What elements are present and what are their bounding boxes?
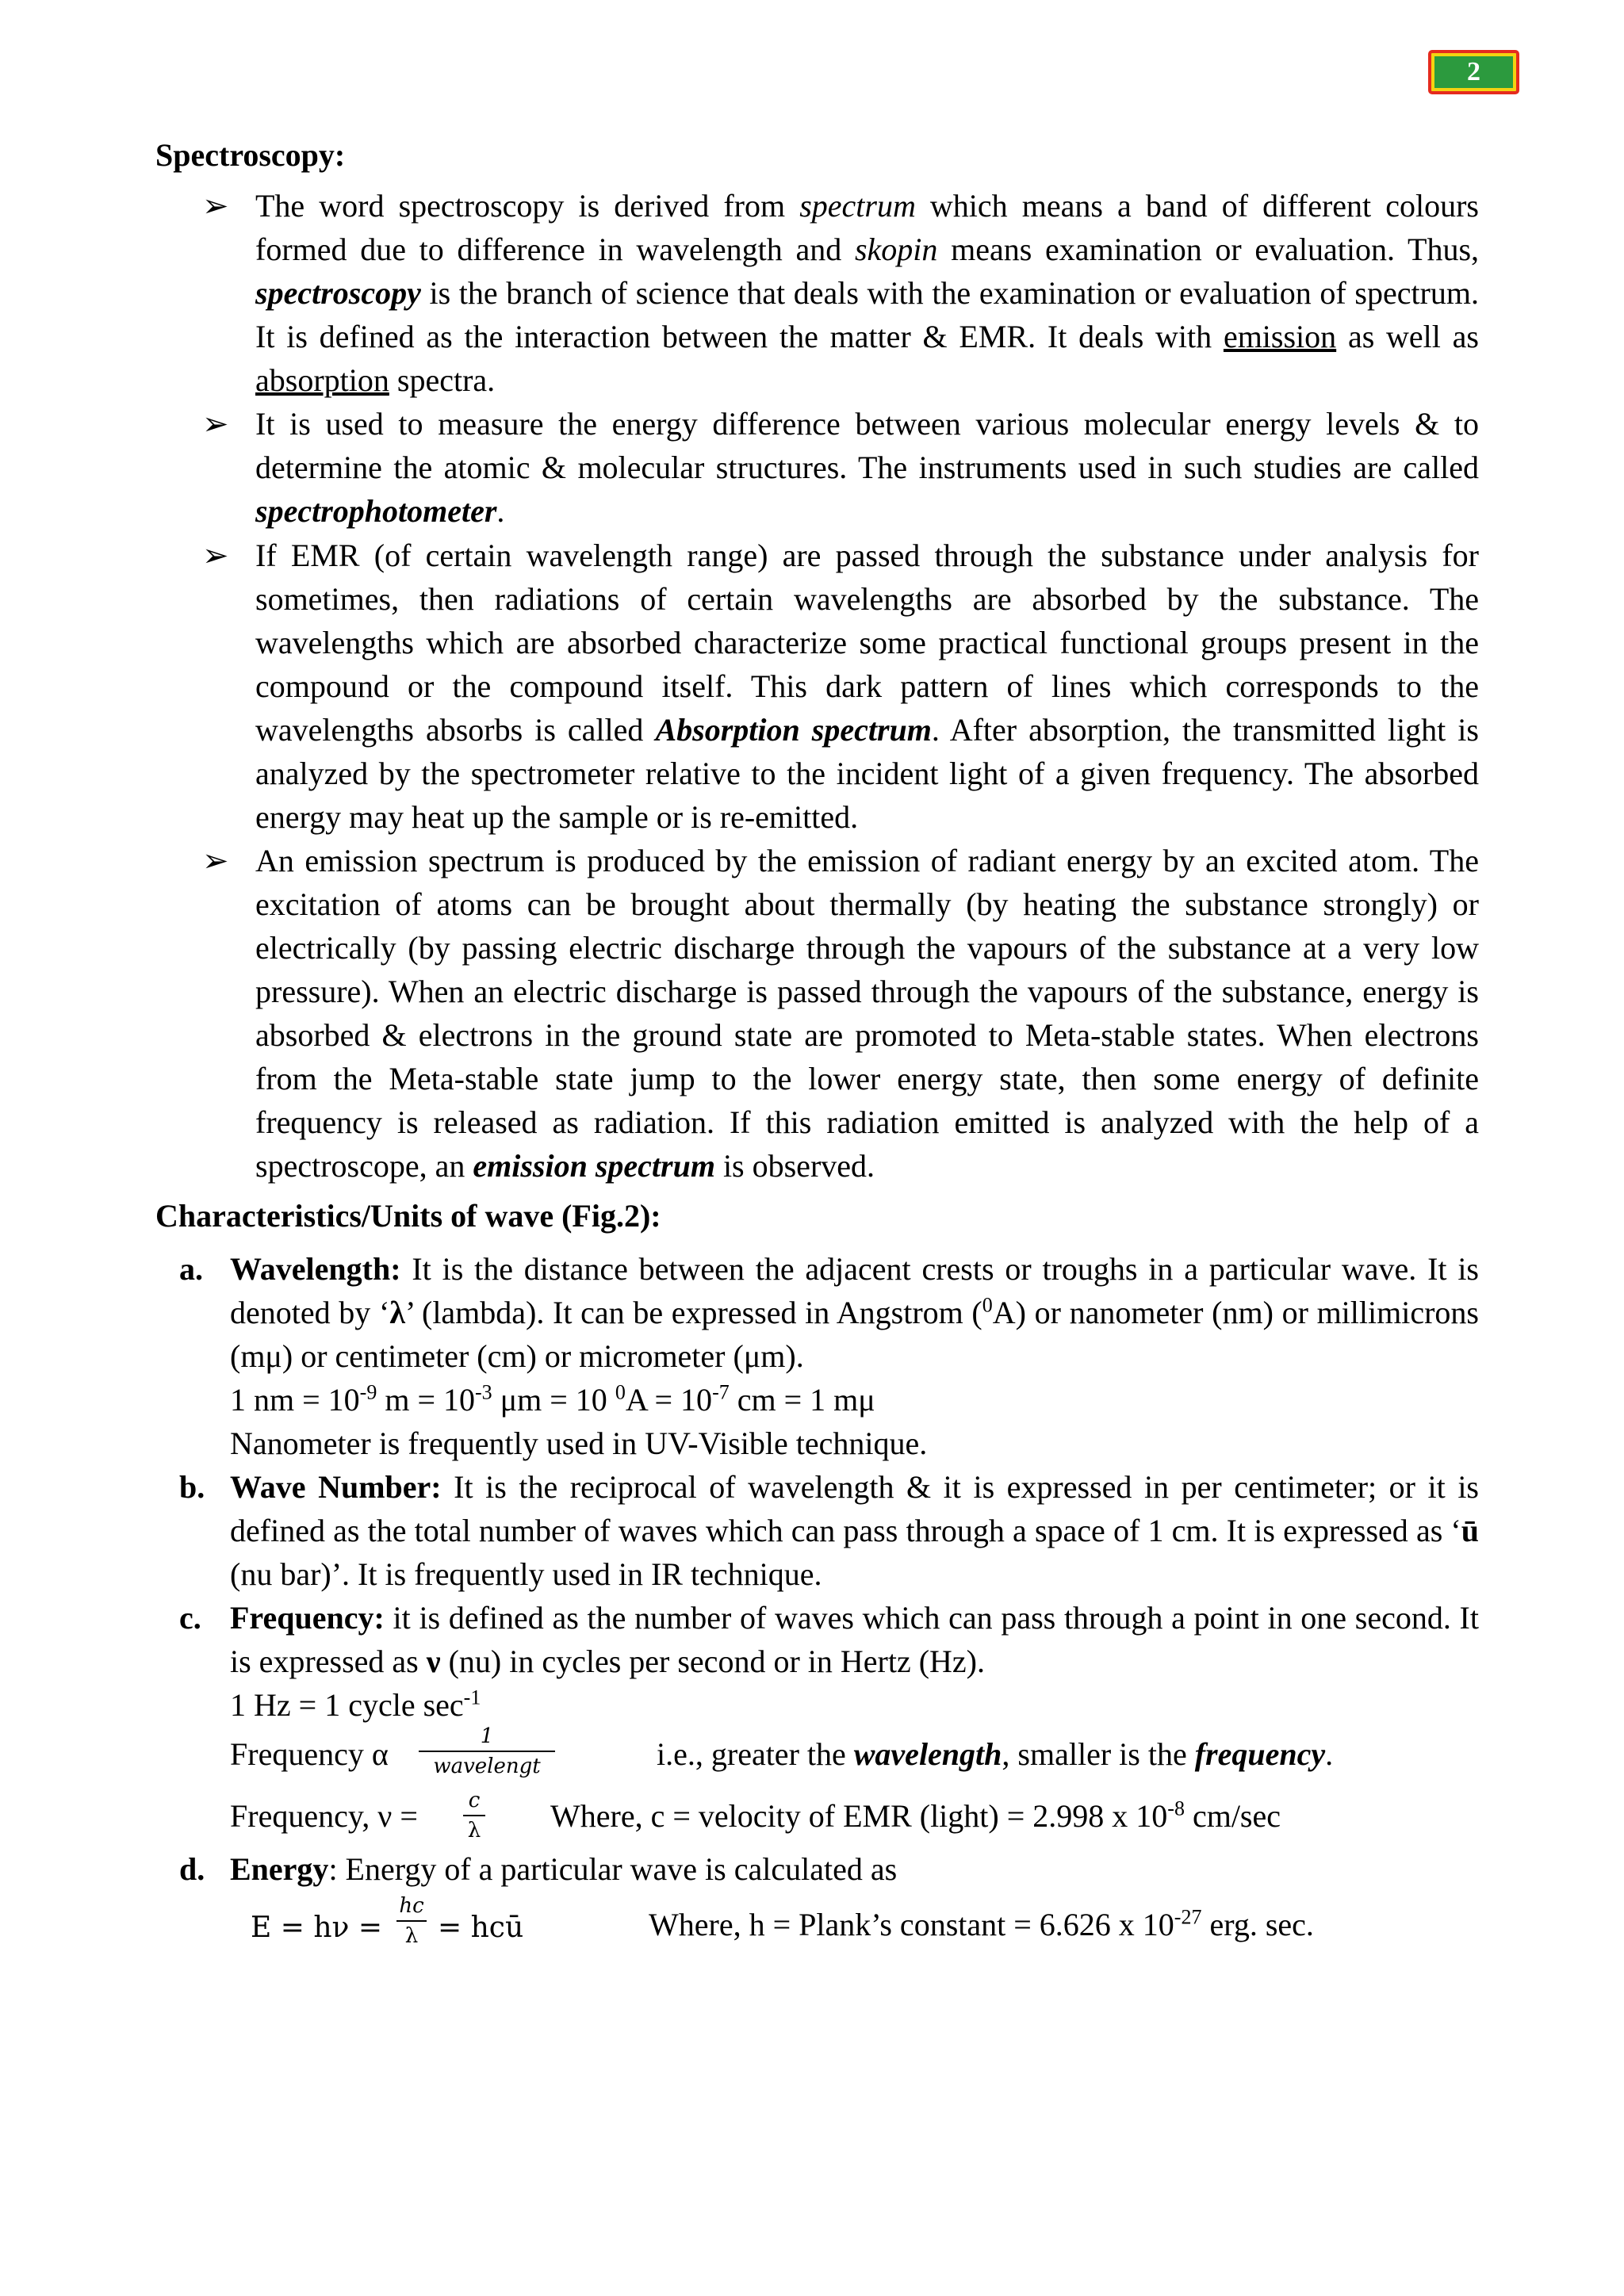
- list-label-c: c.: [179, 1600, 201, 1636]
- bullet-arrow-icon: ➢: [202, 188, 229, 224]
- frequency-equation-label: Frequency, ν =: [230, 1798, 418, 1834]
- section-heading-characteristics: Characteristics/Units of wave (Fig.2):: [155, 1198, 661, 1234]
- item-wavelength: Wavelength: It is the distance between the adjacent crests or troughs in a particular wave. It is denoted by ‘λ’ (lambda). It can be expressed in Angstrom ($^0$A) or nanometer (nm) or millimicrons (mμ) or centimeter (cm) or micrometer (μm).: [230, 1251, 1480, 1374]
- list-label-b: b.: [179, 1469, 205, 1505]
- frequency-proportional-label: Frequency α: [230, 1736, 389, 1772]
- item-frequency: Frequency: it is defined as the number of waves which can pass through a point in one second. It is expressed as ν (nu) in cycles per second or in Hertz (Hz).: [230, 1600, 1479, 1679]
- fraction-hc-over-lambda: hc λ: [396, 1893, 427, 1949]
- planck-constant-note: Where, h = Plank’s constant = 6.626 x $10^{-27}$ erg. sec.: [649, 1905, 1314, 1942]
- paragraph-definition: The word spectroscopy is derived from spectrum which means a band of different colours formed due to difference in wavelength and skopin means examination or evaluation. Thus, spectroscopy is the branch of science that deals with the examination or evaluation of spectrum. It is defined as the interaction between the matter & EMR. It deals with emission as well as absorption spectra.: [255, 188, 1480, 398]
- energy-equation-left: E = hν =: [251, 1911, 383, 1944]
- bullet-arrow-icon: ➢: [202, 843, 229, 878]
- hertz-definition: 1 Hz = 1 cycle $\sec^{-1}$: [230, 1686, 481, 1723]
- bullet-arrow-icon: ➢: [202, 538, 229, 573]
- fraction-one-over-wavelength: 1 wavelengt: [419, 1724, 555, 1779]
- paragraph-absorption: If EMR (of certain wavelength range) are passed through the substance under analysis for sometimes, then radiations of certain wavelengths are absorbed by the substance. The wavelengths which are absorbed characterize some practical functional groups present in the compound or the compound itself. This dark pattern of lines which corresponds to the wavelengths absorbs is called Absorption spectrum. After absorption, the transmitted light is analyzed by the spectrometer relative to the incident light of a given frequency. The absorbed energy may heat up the sample or is re-emitted.: [255, 538, 1479, 835]
- frequency-equation-note: Where, c = velocity of EMR (light) = 2.998 x $10^{-8}$ cm/sec: [550, 1797, 1281, 1834]
- item-wave-number: Wave Number: It is the reciprocal of wavelength & it is expressed in per centimeter; or it is defined as the total number of waves which can pass through a space of 1 cm. It is expressed as ‘ū (nu bar)’. It is frequently used in IR technique.: [230, 1469, 1479, 1592]
- paragraph-uses: It is used to measure the energy difference between various molecular energy levels & to determine the atomic & molecular structures. The instruments used in such studies are called spectrophotometer.: [255, 406, 1479, 529]
- list-label-d: d.: [179, 1851, 205, 1887]
- page-number: 2: [1434, 56, 1513, 88]
- bullet-arrow-icon: ➢: [202, 406, 229, 442]
- wavelength-conversion: 1 nm = $10^{-9}$ $m = 10^{-3}$ μm = 10 $^0A = 10^{-7}$ cm = 1 mμ: [230, 1380, 875, 1418]
- wavelength-note: Nanometer is frequently used in UV-Visible technique.: [230, 1425, 928, 1461]
- page-number-badge: [1428, 50, 1519, 94]
- frequency-proportional-note: i.e., greater the wavelength, smaller is the frequency.: [657, 1736, 1334, 1772]
- section-heading-spectroscopy: Spectroscopy:: [155, 137, 346, 173]
- fraction-c-over-lambda: c λ: [463, 1788, 485, 1843]
- item-energy: Energy: Energy of a particular wave is calculated as: [230, 1851, 898, 1887]
- paragraph-emission: An emission spectrum is produced by the emission of radiant energy by an excited atom. The excitation of atoms can be brought about thermally (by heating the substance strongly) or electrically (by passing electric discharge through the vapours of the substance at a very low pressure). When an electric discharge is passed through the vapours of the substance, energy is absorbed & electrons in the ground state are promoted to Meta-stable states. When electrons from the Meta-stable state jump to the lower energy state, then some energy of definite frequency is released as radiation. If this radiation emitted is analyzed with the help of a spectroscope, an emission spectrum is observed.: [255, 843, 1479, 1184]
- list-label-a: a.: [179, 1251, 203, 1287]
- energy-equation-right: = hcū: [438, 1911, 524, 1944]
